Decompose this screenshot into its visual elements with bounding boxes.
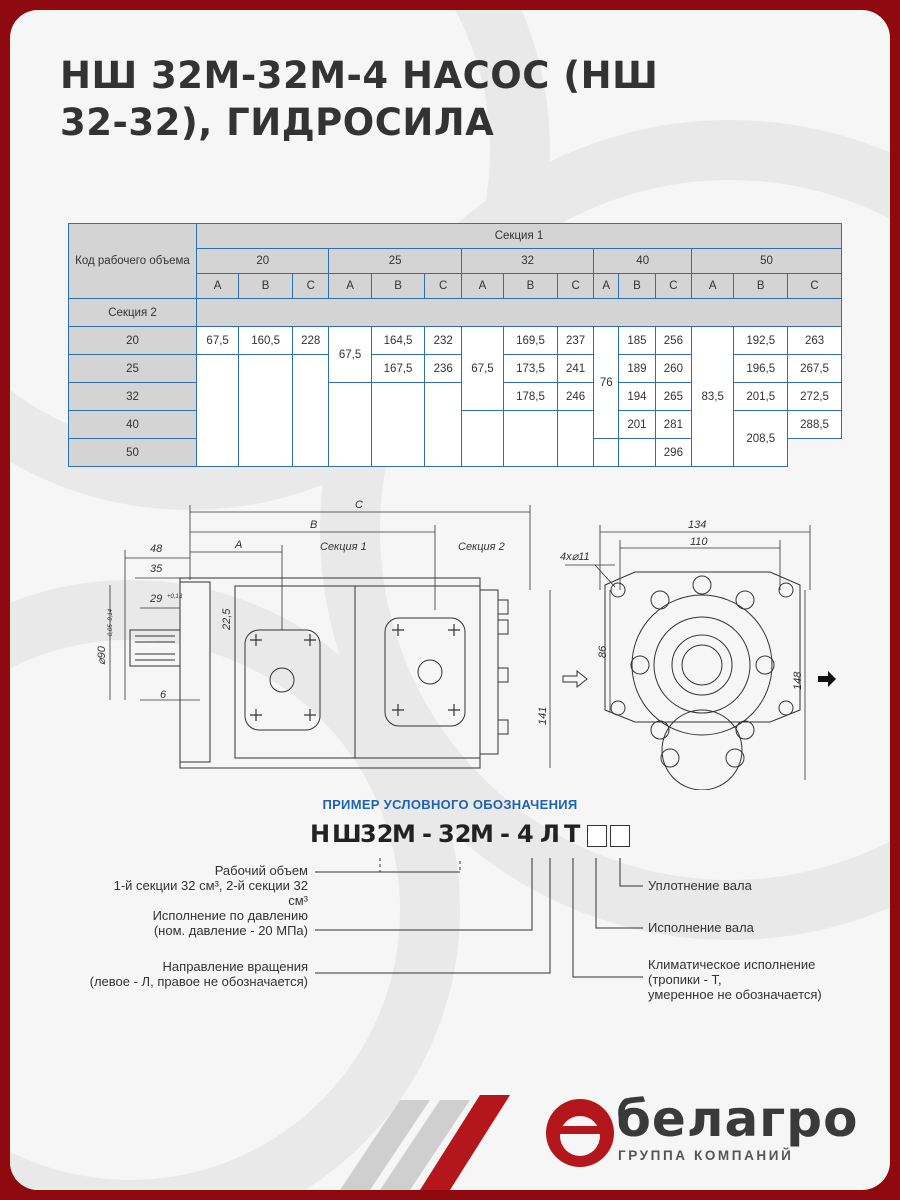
code-char: - xyxy=(422,820,432,848)
shaft-spline xyxy=(672,635,732,695)
empty-cell xyxy=(239,355,293,467)
cell: 237 xyxy=(557,327,593,355)
cell: 178,5 xyxy=(504,383,558,411)
label-volume-line2: 1-й секции 32 см³, 2-й секции 32 см³ xyxy=(113,878,308,908)
cell: 256 xyxy=(655,327,691,355)
empty-cell xyxy=(461,411,503,467)
abc-header: A xyxy=(461,274,503,299)
abc-header: B xyxy=(371,274,425,299)
cell: 194 xyxy=(619,383,655,411)
cell: 241 xyxy=(557,355,593,383)
cell: 263 xyxy=(788,327,842,355)
cell: 196,5 xyxy=(734,355,788,383)
cell: 296 xyxy=(655,439,691,467)
empty-cell xyxy=(594,439,619,467)
cell: 173,5 xyxy=(504,355,558,383)
section2-row xyxy=(69,299,842,327)
dim-141: 141 xyxy=(537,706,549,725)
cell: 201 xyxy=(619,411,655,439)
code-char: Ш xyxy=(332,820,362,848)
example-title: ПРИМЕР УСЛОВНОГО ОБОЗНАЧЕНИЯ xyxy=(322,797,578,812)
label-rotation-line2: (левое - Л, правое не обозначается) xyxy=(89,974,308,989)
cell: 67,5 xyxy=(329,327,371,383)
dim-22: 22,5 xyxy=(221,608,233,630)
cell: 160,5 xyxy=(239,327,293,355)
empty-cell xyxy=(329,383,371,467)
cell: 192,5 xyxy=(734,327,788,355)
code-char: - xyxy=(500,820,510,848)
page-card xyxy=(10,10,890,1190)
abc-header: C xyxy=(293,274,329,299)
cell: 281 xyxy=(655,411,691,439)
label-seal: Уплотнение вала xyxy=(648,878,752,893)
dim-110: 110 xyxy=(690,536,708,548)
label-rotation xyxy=(60,959,308,989)
dim-holes: 4x⌀11 xyxy=(560,551,590,563)
abc-header: C xyxy=(788,274,842,299)
volume-header: 20 xyxy=(197,249,329,274)
label-shaft: Исполнение вала xyxy=(648,920,754,935)
dim-29-tol: +0,13 xyxy=(167,594,183,600)
code-char: 4 xyxy=(517,820,534,848)
label-pressure-line1: Исполнение по давлению xyxy=(152,908,308,923)
cell: 167,5 xyxy=(371,355,425,383)
label-climate-line3: умеренное не обозначается) xyxy=(648,987,822,1002)
dim-6: 6 xyxy=(160,689,167,701)
cell: 67,5 xyxy=(197,327,239,355)
abc-header: A xyxy=(692,274,734,299)
abc-header: B xyxy=(504,274,558,299)
empty-cell xyxy=(293,355,329,467)
dim-86: 86 xyxy=(597,645,609,658)
row-label: 25 xyxy=(69,355,197,383)
volume-header: 25 xyxy=(329,249,461,274)
brand-name: белагро xyxy=(616,1090,859,1148)
label-pressure xyxy=(100,908,308,938)
empty-cell xyxy=(425,383,461,467)
abc-header: B xyxy=(619,274,655,299)
cell: 189 xyxy=(619,355,655,383)
dimensions-table xyxy=(68,223,842,467)
cell: 260 xyxy=(655,355,691,383)
code-char: Н xyxy=(310,820,331,848)
cell: 288,5 xyxy=(788,411,842,439)
section2-label: Секция 2 xyxy=(69,299,197,327)
volume-header: 50 xyxy=(692,249,842,274)
page-title: НШ 32М-32М-4 НАСОС (НШ 32-32), ГИДРОСИЛА xyxy=(60,54,659,144)
abc-header: B xyxy=(734,274,788,299)
row-label: 20 xyxy=(69,327,197,355)
label-section2: Секция 2 xyxy=(458,541,505,553)
cell: 76 xyxy=(594,327,619,439)
section2-fill xyxy=(197,299,842,327)
dim-29: 29 xyxy=(150,593,163,605)
volume-header: 40 xyxy=(594,249,692,274)
abc-header: C xyxy=(425,274,461,299)
abc-header: A xyxy=(197,274,239,299)
row-label: 32 xyxy=(69,383,197,411)
empty-cell xyxy=(371,383,425,467)
cell: 201,5 xyxy=(734,383,788,411)
abc-header: C xyxy=(557,274,593,299)
cell: 83,5 xyxy=(692,327,734,467)
cell: 272,5 xyxy=(788,383,842,411)
volume-header: 32 xyxy=(461,249,593,274)
label-pressure-line2: (ном. давление - 20 МПа) xyxy=(153,923,308,938)
cell: 208,5 xyxy=(734,411,788,467)
flow-out-arrow xyxy=(818,671,836,687)
label-rotation-line1: Направление вращения xyxy=(162,959,308,974)
dim-a: A xyxy=(235,539,243,551)
empty-cell xyxy=(504,411,558,467)
table-header-row xyxy=(69,224,842,249)
label-section1: Секция 1 xyxy=(320,541,367,553)
abc-header: C xyxy=(655,274,691,299)
cell: 236 xyxy=(425,355,461,383)
code-char: Л xyxy=(540,820,560,848)
cell: 164,5 xyxy=(371,327,425,355)
dim-90-tol: -0,05 -0,14 xyxy=(108,608,114,638)
dim-90: ⌀90 xyxy=(96,646,108,665)
shaft xyxy=(130,630,180,666)
label-climate xyxy=(648,957,868,1002)
section1-header: Секция 1 xyxy=(197,224,842,249)
cell: 67,5 xyxy=(461,327,503,411)
table-row xyxy=(69,327,842,355)
row-label: 40 xyxy=(69,411,197,439)
abc-header: A xyxy=(329,274,371,299)
empty-cell xyxy=(619,439,655,467)
label-climate-line2: (тропики - Т, xyxy=(648,972,722,987)
row-header-label: Код рабочего объема xyxy=(69,224,197,299)
dim-134: 134 xyxy=(688,519,707,531)
code-char: Т xyxy=(564,820,581,848)
empty-cell xyxy=(197,355,239,467)
code-char: М xyxy=(392,820,416,848)
label-climate-line1: Климатическое исполнение xyxy=(648,957,816,972)
dim-c: C xyxy=(355,499,363,511)
label-volume xyxy=(100,863,308,908)
cell: 228 xyxy=(293,327,329,355)
pump-technical-drawing xyxy=(10,490,890,790)
abc-header: A xyxy=(594,274,619,299)
code-char: 32 xyxy=(360,820,394,848)
empty-cell xyxy=(557,411,593,467)
dim-b: B xyxy=(310,519,318,531)
code-char: М xyxy=(470,820,494,848)
abc-header: B xyxy=(239,274,293,299)
brand-subtitle: ГРУППА КОМПАНИЙ xyxy=(618,1148,794,1163)
label-volume-line1: Рабочий объем xyxy=(214,863,308,878)
cell: 185 xyxy=(619,327,655,355)
cell: 169,5 xyxy=(504,327,558,355)
code-char: 32 xyxy=(438,820,472,848)
cell: 265 xyxy=(655,383,691,411)
cell: 232 xyxy=(425,327,461,355)
dim-35: 35 xyxy=(150,563,163,575)
cell: 267,5 xyxy=(788,355,842,383)
row-label: 50 xyxy=(69,439,197,467)
dim-148: 148 xyxy=(792,671,804,690)
dim-48: 48 xyxy=(150,543,163,555)
cell: 246 xyxy=(557,383,593,411)
